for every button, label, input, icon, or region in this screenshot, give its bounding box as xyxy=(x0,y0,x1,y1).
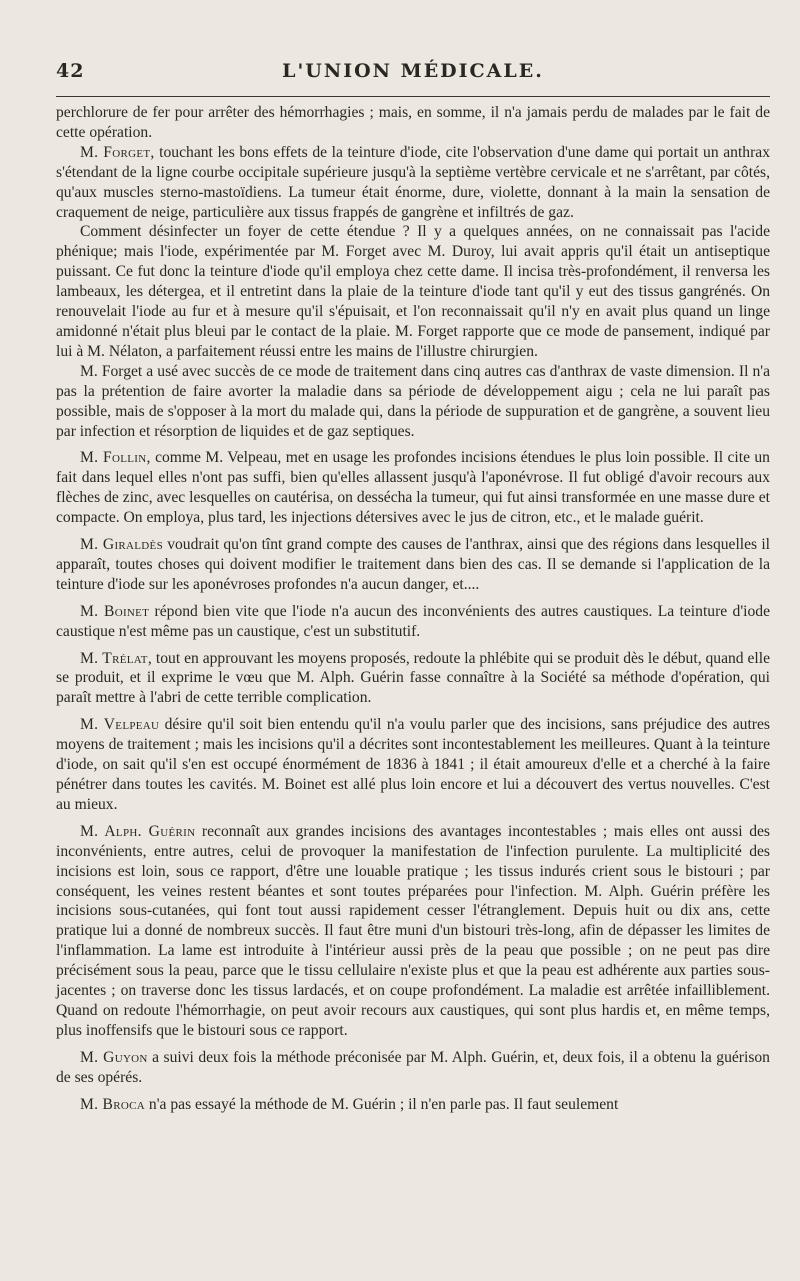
paragraph-forget: M. Forget, touchant les bons effets de la teinture d'iode, cite l'observation d'une dame qui portait un anthrax s'étendant de la ligne courbe occipitale supérieure jusqu'à la septième vertèbre cervicale et ne s'arrêtant, par côtés, qu'aux muscles sterno-mastoïdiens. La tumeur était énorme, dure, violette, donnant à la main la sensation de craquement de neige, particulière aux tissus frappés de gangrène et infiltrés de gaz. xyxy=(56,143,770,221)
paragraph-broca: M. Broca n'a pas essayé la méthode de M. Guérin ; il n'en parle pas. Il faut seulement xyxy=(80,1095,619,1113)
paragraph-guerin: M. Alph. Guérin reconnaît aux grandes incisions des avantages incontestables ; mais elles ont aussi des inconvénients, entre autres, celui de provoquer la manifestation de l'infection purulente. La multiplicité des incisions est loin, sous ce rapport, d'être une louable pratique ; les tissus indurés crient sous le bistouri ; par conséquent, les veines restent béantes et sont toutes préparées pour l'infection. M. Alph. Guérin préfère les incisions sous-cutanées, qui font tout aussi rapidement cesser l'étranglement. Depuis huit ou dix ans, cette pratique lui a donné de nombreux succès. Il faut être muni d'un bistouri très-long, afin de dépasser les limites de l'inflammation. La lame est introduite à l'intérieur aussi près de la peau que possible ; on ne peut pas dire précisément sous la peau, parce que le tissu cellulaire n'existe plus et que la peau est adhérente aux parties sous-jacentes ; on traverse donc les tissus lardacés, et on coupe profondément. La maladie est arrêtée infailliblement. Quand on redoute l'hémorrhagie, on peut avoir recours aux caustiques, qui sont plus hardis et, en même temps, plus inoffensifs que le bistouri sous ce rapport. xyxy=(56,822,770,1039)
paragraph-disinfection: Comment désinfecter un foyer de cette étendue ? Il y a quelques années, on ne connaissait pas l'acide phénique; mais l'iode, expérimentée par M. Forget avec M. Duroy, lui avait appris qu'il était un antiseptique puissant. Ce fut donc la teinture d'iode qu'il employa chez cette dame. Il incisa très-profondément, il renversa les lambeaux, les détergea, et il entretint dans la plaie de la teinture d'iode tant qu'il y eut des tissus gangrénés. On renouvelait l'iode au fur et à mesure qu'il s'épuisait, et l'on reconnaissait qu'il n'y en avait plus quand un linge amidonné n'était plus bleui par le contact de la plaie. M. Forget rapporte que ce mode de pansement, indiqué par lui à M. Nélaton, a parfaitement réussi entre les mains de l'illustre chirurgien. xyxy=(56,223,770,360)
running-title: L'UNION MÉDICALE. xyxy=(282,60,544,82)
paragraph-giraldes: M. Giraldès voudrait qu'on tînt grand compte des causes de l'anthrax, ainsi que des régions dans lesquelles il apparaît, toutes choses qui doivent modifier le traitement dans bien des cas. Il se demande si l'application de la teinture d'iode sur les aponévroses profondes n'a aucun danger, et.... xyxy=(56,536,770,593)
article-body xyxy=(56,103,770,1115)
paragraph-guyon: M. Guyon a suivi deux fois la méthode préconisée par M. Alph. Guérin, et, deux fois, il a obtenu la guérison de ses opérés. xyxy=(56,1048,770,1086)
speaker-name: M. Broca xyxy=(80,1095,146,1113)
speaker-name: M. Trélat, xyxy=(80,649,153,667)
speaker-name: M. Boinet xyxy=(80,602,150,620)
paragraph-forget-cases: M. Forget a usé avec succès de ce mode de traitement dans cinq autres cas d'anthrax de vaste dimension. Il n'a pas la prétention de faire avorter la maladie dans sa période de développement aigu ; cela ne lui paraît pas possible, mais de s'opposer à la mort du malade qui, dans la période de suppuration et de gangrène, a souvent lieu par infection et résorption de liquides et de gaz septiques. xyxy=(56,362,770,440)
paragraph-velpeau: M. Velpeau désire qu'il soit bien entendu qu'il n'a voulu parler que des incisions, sans préjudice des autres moyens de traitement ; mais les incisions qu'il a décrites sont incontestablement les meilleures. Quant à la teinture d'iode, on sait qu'il s'en est occupé énormément de 1836 à 1841 ; il était amoureux d'elle et a cherché à la faire pénétrer dans toutes les cavités. M. Boinet est allé plus loin encore et lui a découvert des vertus nouvelles. C'est au mieux. xyxy=(56,716,770,813)
speaker-name: M. Velpeau xyxy=(80,716,160,734)
paragraph-boinet: M. Boinet répond bien vite que l'iode n'a aucun des inconvénients des autres caustiques. La teinture d'iode caustique n'est même pas un caustique, c'est un substitutif. xyxy=(56,602,770,640)
header-rule xyxy=(56,96,770,97)
speaker-name: M. Follin, xyxy=(80,449,151,467)
speaker-name: M. Giraldès xyxy=(80,536,163,554)
page-number: 42 xyxy=(56,60,85,82)
page-header xyxy=(56,58,770,92)
speaker-name: M. Alph. Guérin xyxy=(80,822,196,840)
speaker-name: M. Forget, xyxy=(80,143,155,161)
paragraph-continuation: perchlorure de fer pour arrêter des hémorrhagies ; mais, en somme, il n'a jamais perdu de malades par le fait de cette opération. xyxy=(56,104,770,141)
paragraph-follin: M. Follin, comme M. Velpeau, met en usage les profondes incisions étendues le plus loin possible. Il cite un fait dans lequel elles n'ont pas suffi, bien qu'elles allassent jusqu'à l'aponévrose. Il fut obligé d'avoir recours aux flèches de zinc, avec lesquelles on cautérisa, on dessécha la tumeur, qui fut ainsi transformée en une masse dure et compacte. On employa, plus tard, les injections détersives avec le jus de citron, etc., et le malade guérit. xyxy=(56,449,770,527)
speaker-name: M. Guyon xyxy=(80,1048,148,1066)
paragraph-trelat: M. Trélat, tout en approuvant les moyens proposés, redoute la phlébite qui se produit dès le début, quand elle se produit, et il exprime le vœu que M. Alph. Guérin fasse connaître à la Société sa méthode d'opération, qui paraît mettre à l'abri de cette terrible complication. xyxy=(56,649,771,707)
